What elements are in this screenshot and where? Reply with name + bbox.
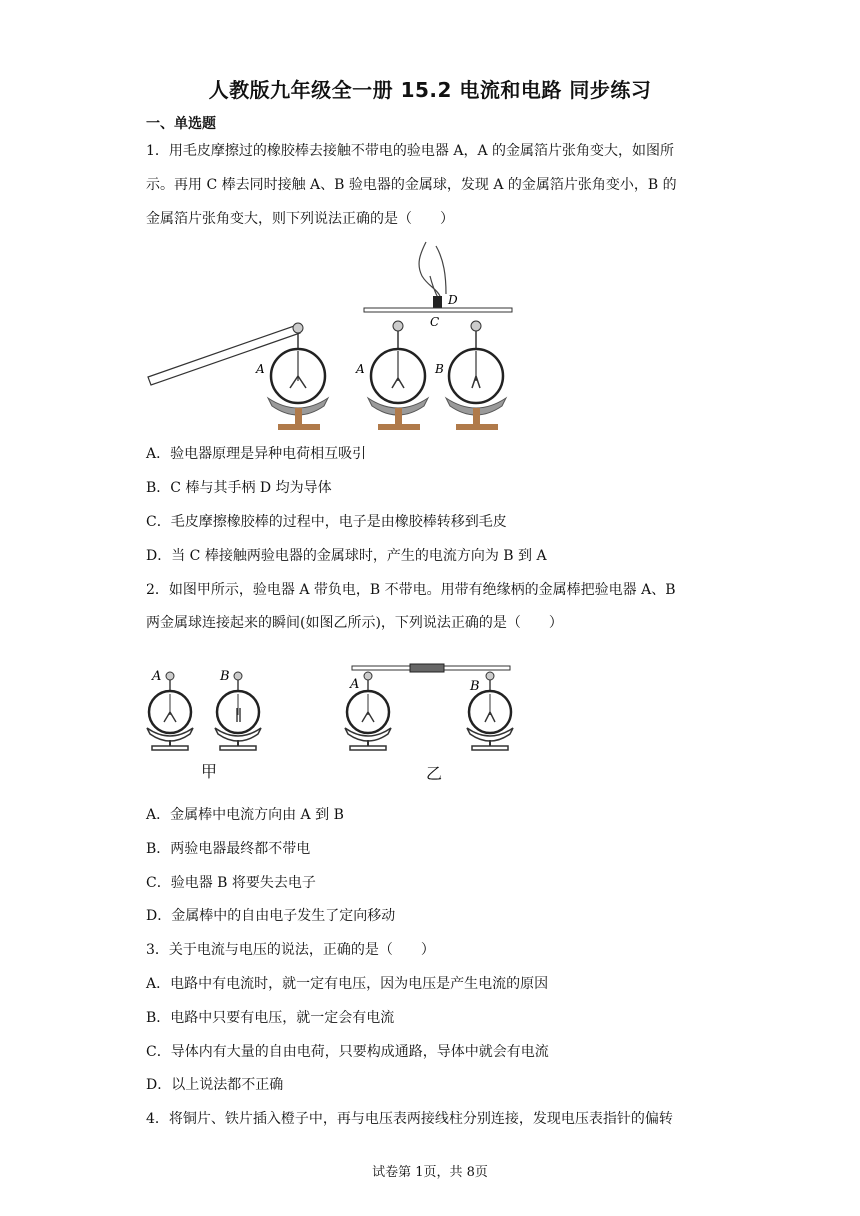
- label-a-left: A: [256, 362, 265, 376]
- q1-stem-line-3: 金属箔片张角变大，则下列说法正确的是（ ）: [146, 211, 454, 227]
- q4-stem-line-1: 4．将铜片、铁片插入橙子中，再与电压表两接线柱分别连接，发现电压表指针的偏转: [146, 1111, 673, 1127]
- label-d: D: [448, 293, 458, 307]
- caption-yi: 乙: [426, 764, 443, 783]
- yi-electroscope-b: [467, 672, 513, 750]
- q3-option-a[interactable]: A．电路中有电流时，就一定有电压，因为电压是产生电流的原因: [146, 976, 549, 992]
- q3-option-d[interactable]: D．以上说法都不正确: [146, 1077, 284, 1093]
- jia-electroscope-b: [215, 669, 261, 750]
- jia-label-b: B: [220, 669, 230, 684]
- jia-electroscope-a: [147, 669, 193, 750]
- page-footer: 试卷第 1页，共 8页: [372, 1165, 488, 1180]
- label-c: C: [430, 315, 440, 329]
- q1-option-b[interactable]: B．C 棒与其手柄 D 均为导体: [146, 480, 332, 496]
- q1-stem-line-1: 1．用毛皮摩擦过的橡胶棒去接触不带电的验电器 A，A 的金属箔片张角变大，如图所: [146, 143, 675, 159]
- q1-option-d[interactable]: D．当 C 棒接触两验电器的金属球时，产生的电流方向为 B 到 A: [146, 548, 547, 564]
- q2-option-a[interactable]: A．金属棒中电流方向由 A 到 B: [146, 807, 344, 823]
- page-title: 人教版九年级全一册 15.2 电流和电路 同步练习: [208, 78, 652, 102]
- hand-holding-rod: [419, 242, 446, 310]
- q3-option-b[interactable]: B．电路中只要有电压，就一定会有电流: [146, 1010, 395, 1026]
- yi-label-b: B: [470, 679, 480, 694]
- q1-option-a[interactable]: A．验电器原理是异种电荷相互吸引: [146, 446, 367, 462]
- label-b: B: [435, 362, 444, 376]
- yi-metal-rod: [352, 664, 510, 672]
- q1-figure: [140, 236, 520, 436]
- q2-figure: [140, 660, 520, 760]
- q2-option-b[interactable]: B．两验电器最终都不带电: [146, 841, 311, 857]
- electroscope-a-left: [255, 333, 328, 430]
- q3-option-c[interactable]: C．导体内有大量的自由电荷，只要构成通路，导体中就会有电流: [146, 1044, 549, 1060]
- q3-stem-line-1: 3．关于电流与电压的说法，正确的是（ ）: [146, 942, 435, 958]
- q2-option-d[interactable]: D．金属棒中的自由电子发生了定向移动: [146, 908, 396, 924]
- q2-option-c[interactable]: C．验电器 B 将要失去电子: [146, 875, 316, 891]
- electroscope-a-right: [355, 321, 428, 430]
- q1-option-c[interactable]: C．毛皮摩擦橡胶棒的过程中，电子是由橡胶棒转移到毛皮: [146, 514, 507, 530]
- q2-stem-line-2: 两金属球连接起来的瞬间(如图乙所示)，下列说法正确的是（ ）: [146, 615, 563, 631]
- section-heading: 一、单选题: [146, 116, 216, 132]
- q2-stem-line-1: 2．如图甲所示，验电器 A 带负电，B 不带电。用带有绝缘柄的金属棒把验电器 A、B: [146, 582, 676, 598]
- caption-jia: 甲: [201, 762, 218, 781]
- electroscope-b: [434, 321, 506, 430]
- label-a-right: A: [356, 362, 365, 376]
- q1-stem-line-2: 示。再用 C 棒去同时接触 A、B 验电器的金属球，发现 A 的金属箔片张角变小，B 的: [146, 177, 677, 193]
- jia-label-a: A: [152, 669, 162, 684]
- yi-label-a: A: [350, 677, 360, 692]
- yi-electroscope-a: [345, 672, 391, 750]
